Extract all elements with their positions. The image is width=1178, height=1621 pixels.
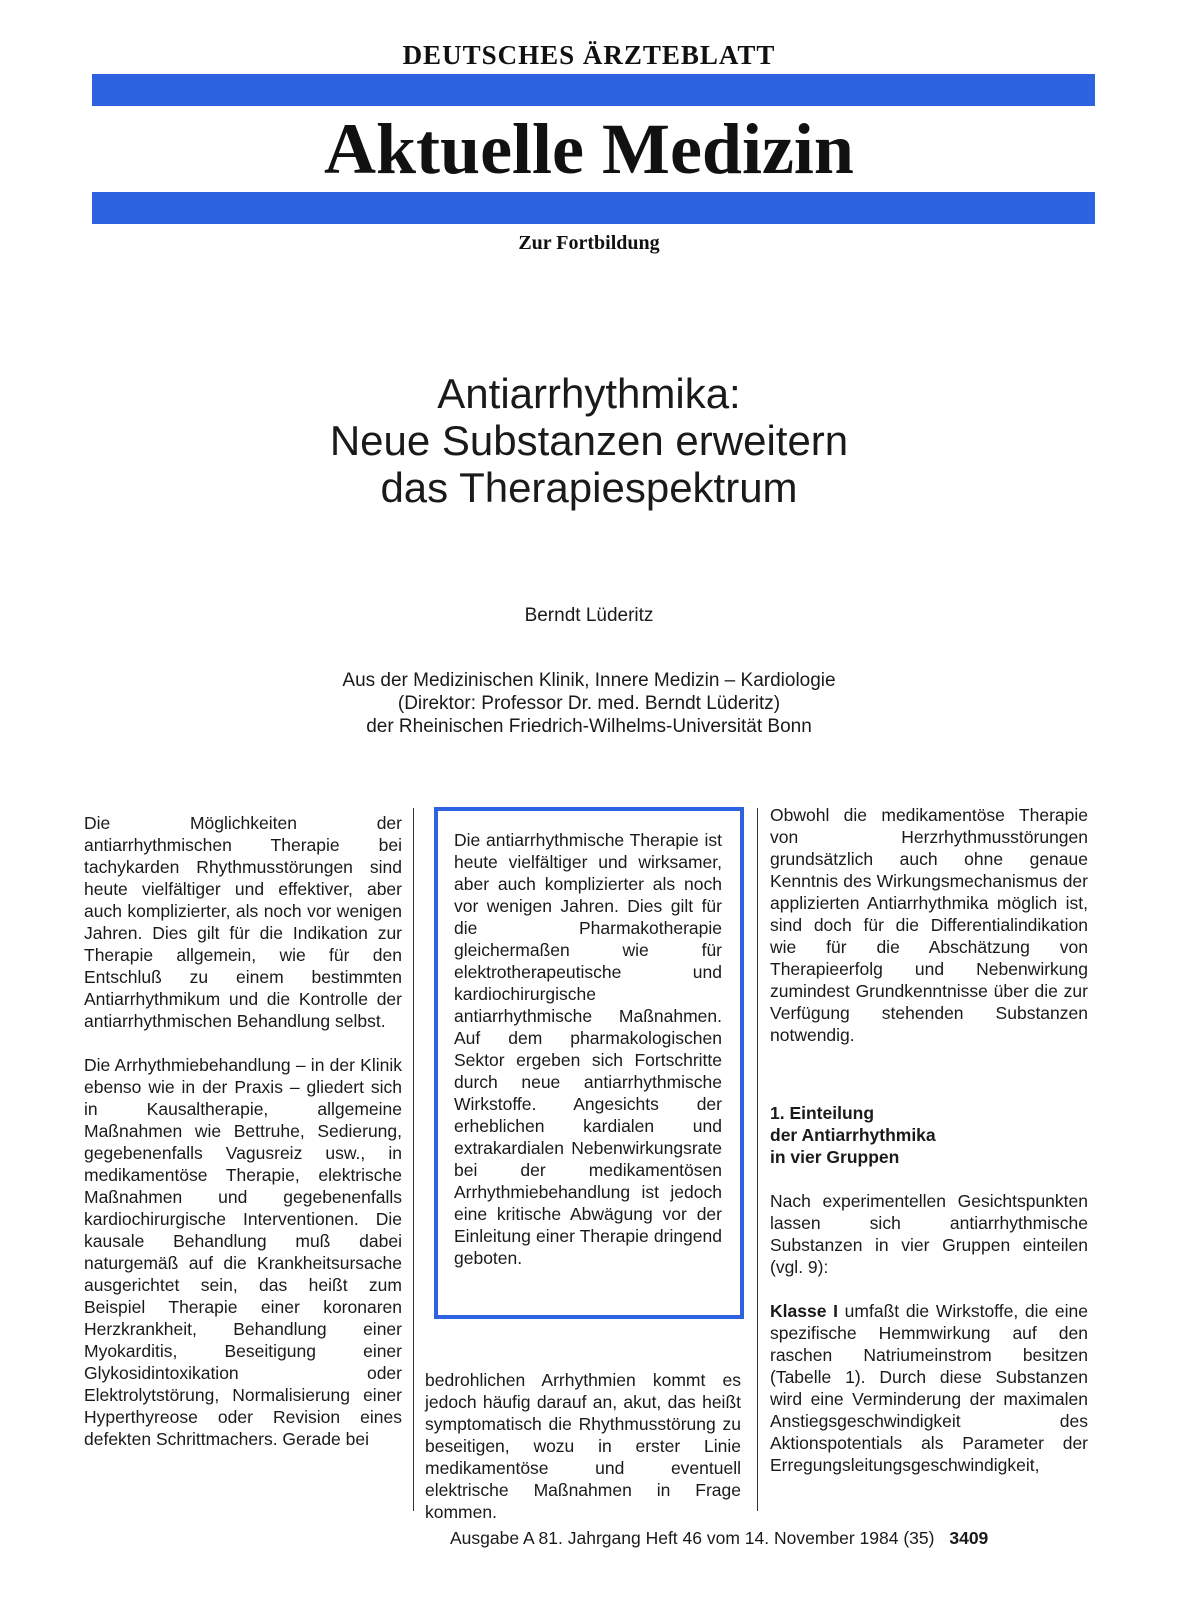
article-title bbox=[0, 370, 1178, 511]
article-title-line: Antiarrhythmika: bbox=[437, 370, 741, 417]
section-heading-line: 1. Einteilung bbox=[770, 1103, 875, 1123]
affiliation-line: der Rheinischen Friedrich-Wilhelms-Universität Bonn bbox=[366, 716, 812, 737]
body-column-1 bbox=[84, 812, 402, 1450]
column-divider bbox=[757, 808, 758, 1511]
publication-name: DEUTSCHES ÄRZTEBLATT bbox=[402, 40, 776, 70]
class-label: Klasse I bbox=[770, 1301, 838, 1321]
page-number: 3409 bbox=[949, 1528, 989, 1548]
author-affiliation bbox=[0, 669, 1178, 738]
article-title-line: Neue Substanzen erweitern bbox=[329, 417, 849, 464]
issue-info: Ausgabe A 81. Jahrgang Heft 46 vom 14. November 1984 (35) bbox=[450, 1528, 935, 1548]
body-column-3 bbox=[770, 804, 1088, 1476]
section-heading-line: in vier Gruppen bbox=[770, 1147, 900, 1167]
class-description: umfaßt die Wirkstoffe, die eine spezifische Hemmwirkung auf den raschen Natriumeinstrom besitzen (Tabelle 1). Durch diese Substanzen wird eine Verminderung der maximalen Anstiegsgeschwindigkeit des Aktionspotentials als Parameter der Erregungsleitungsgeschwindigkeit, bbox=[770, 1301, 1089, 1475]
body-paragraph: bedrohlichen Arrhythmien kommt es jedoch häufig darauf an, akut, das heißt symptomatisch die Rhythmusstörung zu beseitigen, wozu in erster Linie medikamentöse und eventuell elektrische Maßnahmen in Frage kommen. bbox=[425, 1370, 741, 1522]
column-divider bbox=[413, 808, 414, 1511]
article-title-line: das Therapiespektrum bbox=[380, 464, 798, 511]
author-name: Berndt Lüderitz bbox=[524, 605, 654, 626]
body-paragraph: Obwohl die medikamentöse Therapie von Herzrhythmusstörungen grundsätzlich auch ohne genaue Kenntnis des Wirkungsmechanismus der applizierten Antiarrhythmika möglich ist, sind doch für die Differentialindikation wie für die Abschätzung von Therapieerfolg und Nebenwirkung zumindest Grundkenntnisse über die zur Verfügung stehenden Substanzen notwendig. bbox=[770, 805, 1088, 1045]
body-paragraph bbox=[770, 1300, 1088, 1476]
body-paragraph: Nach experimentellen Gesichtspunkten lassen sich antiarrhythmische Substanzen in vier Gruppen einteilen (vgl. 9): bbox=[770, 1191, 1088, 1277]
section-subtitle: Zur Fortbildung bbox=[518, 232, 660, 254]
section-title: Aktuelle Medizin bbox=[324, 109, 854, 189]
body-paragraph: Die Möglichkeiten der antiarrhythmischen Therapie bei tachykarden Rhythmusstörungen sind heute vielfältiger und effektiver, aber auch komplizierter, als noch vor wenigen Jahren. Dies gilt für die Indikation zur Therapie allgemein, wie für den Entschluß zu einem bestimmten Antiarrhythmikum und die Kontrolle der antiarrhythmischen Behandlung selbst. bbox=[84, 813, 402, 1031]
body-paragraph: Die Arrhythmiebehandlung – in der Klinik ebenso wie in der Praxis – gliedert sich in Kausaltherapie, allgemeine Maßnahmen wie Bettruhe, Sedierung, gegebenenfalls Vagusreiz usw., in medikamentöse Therapie, elektrische Maßnahmen und gegebenenfalls kardiochirurgische Interventionen. Die kausale Behandlung muß dabei naturgemäß auf die Krankheitsursache ausgerichtet sein, das heißt zum Beispiel Therapie einer koronaren Herzkrankheit, Behandlung einer Myokarditis, Beseitigung einer Glykosidintoxikation oder Elektrolytstörung, Normalisierung einer Hyperthyreose oder Revision eines defekten Schrittmachers. Gerade bei bbox=[84, 1055, 402, 1449]
affiliation-line: (Direktor: Professor Dr. med. Berndt Lüderitz) bbox=[397, 693, 781, 714]
section-heading-line: der Antiarrhythmika bbox=[770, 1125, 936, 1145]
masthead-bar-bottom bbox=[92, 192, 1095, 224]
page-footer bbox=[450, 1528, 1070, 1549]
summary-box bbox=[454, 829, 722, 1269]
summary-text: Die antiarrhythmische Therapie ist heute vielfältiger und wirksamer, aber auch komplizierter als noch vor wenigen Jahren. Dies gilt für die Pharmakotherapie gleichermaßen wie für elektrotherapeutische und kardiochirurgische antiarrhythmische Maßnahmen. Auf dem pharmakologischen Sektor ergeben sich Fortschritte durch neue antiarrhythmische Wirkstoffe. Angesichts der erheblichen kardialen und extrakardialen Nebenwirkungsrate bei der medikamentösen Arrhythmiebehandlung ist jedoch eine kritische Abwägung vor der Einleitung einer Therapie dringend geboten. bbox=[454, 830, 722, 1268]
affiliation-line: Aus der Medizinischen Klinik, Innere Medizin – Kardiologie bbox=[342, 670, 836, 691]
masthead-bar-top bbox=[92, 74, 1095, 106]
section-heading bbox=[770, 1102, 1088, 1168]
body-column-2 bbox=[425, 1369, 741, 1523]
